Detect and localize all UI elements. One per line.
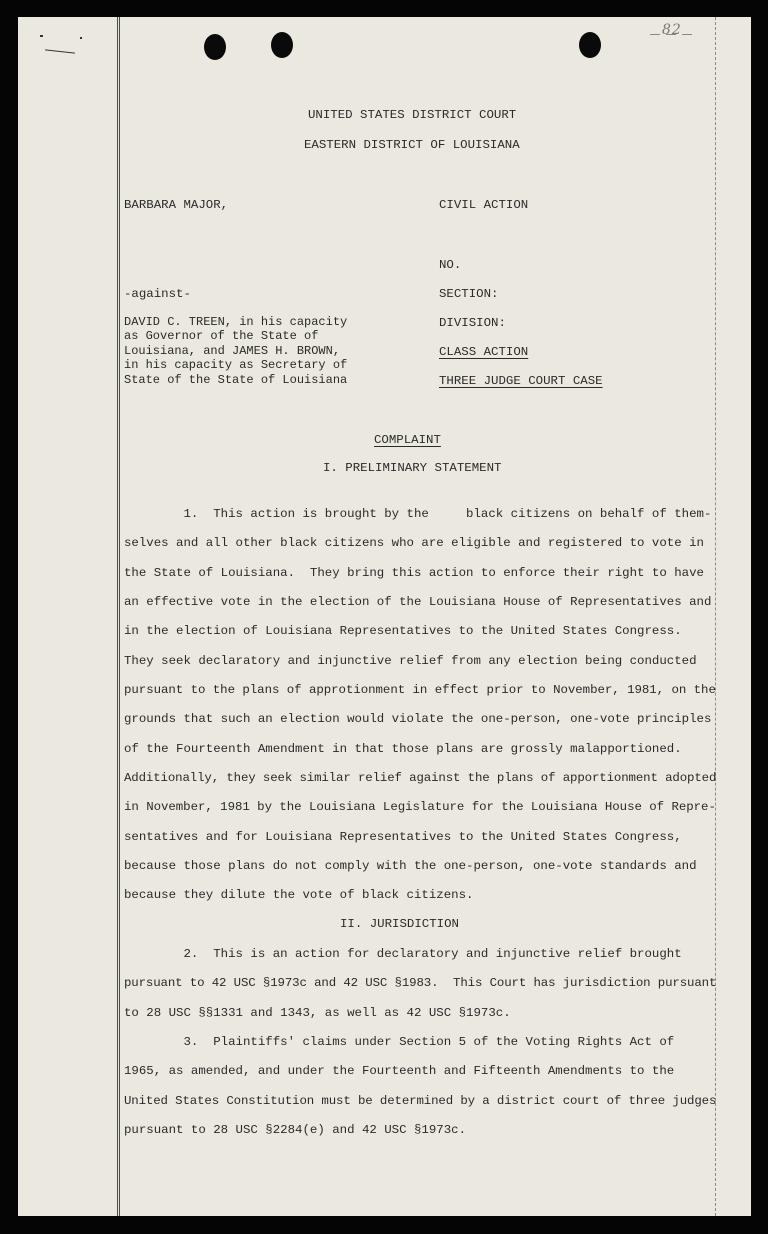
body-line: in the election of Louisiana Representatives to the United States Congress. [124,624,682,638]
scan-mark [80,37,82,39]
division-label: DIVISION: [439,316,506,330]
body-line: of the Fourteenth Amendment in that those plans are grossly malapportioned. [124,742,682,756]
body-line: because they dilute the vote of black citizens. [124,888,474,902]
body-line: pursuant to 28 USC §2284(e) and 42 USC §1973c. [124,1123,467,1137]
section-heading: I. PRELIMINARY STATEMENT [323,461,502,475]
body-line: because those plans do not comply with the one-person, one-vote standards and [124,859,697,873]
body-line: 1965, as amended, and under the Fourteenth and Fifteenth Amendments to the [124,1064,675,1078]
left-margin-rule [117,17,120,1216]
body-line: pursuant to 42 USC §1973c and 42 USC §1983. This Court has jurisdiction pursuant [124,976,717,990]
punch-hole-icon [579,32,601,58]
document-title: COMPLAINT [374,433,441,447]
body-line: 2. This is an action for declaratory and injunctive relief brought [124,947,682,961]
body-line: selves and all other black citizens who are eligible and registered to vote in [124,536,704,550]
body-line: grounds that such an election would violate the one-person, one-vote principles [124,712,712,726]
class-action-label: CLASS ACTION [439,345,529,359]
section-label: SECTION: [439,287,499,301]
body-line: pursuant to the plans of approtionment in effect prior to November, 1981, on the [124,683,716,697]
body-line: the State of Louisiana. They bring this action to enforce their right to have [124,566,704,580]
district-name: EASTERN DISTRICT OF LOUISIANA [304,138,520,152]
pen-mark [650,34,660,35]
right-margin-rule [715,17,716,1216]
punch-hole-icon [271,32,293,58]
punch-hole-icon [204,34,226,60]
versus-label: -against- [124,287,191,301]
defendant-line: DAVID C. TREEN, in his capacity [124,315,348,329]
body-line: 1. This action is brought by the black citizens on behalf of them- [124,507,712,521]
court-name: UNITED STATES DISTRICT COURT [308,108,517,122]
pen-mark [45,49,75,53]
plaintiff-name: BARBARA MAJOR, [124,198,229,212]
case-number-label: NO. [439,258,462,272]
body-line: in November, 1981 by the Louisiana Legislature for the Louisiana House of Repre- [124,800,716,814]
defendant-line: Louisiana, and JAMES H. BROWN, [124,344,341,358]
body-line: an effective vote in the election of the Louisiana House of Representatives and [124,595,712,609]
section-heading: II. JURISDICTION [340,917,459,931]
body-line: to 28 USC §§1331 and 1343, as well as 42 USC §1973c. [124,1006,511,1020]
defendant-line: State of the State of Louisiana [124,373,348,387]
scan-mark [40,35,43,37]
defendant-line: as Governor of the State of [124,329,319,343]
body-line: Additionally, they seek similar relief against the plans of apportionment adopted [124,771,717,785]
handwritten-page-number: 82 [662,22,682,38]
body-line: United States Constitution must be determined by a district court of three judges [124,1094,717,1108]
document-page [18,17,751,1216]
civil-action-label: CIVIL ACTION [439,198,529,212]
body-line: 3. Plaintiffs' claims under Section 5 of the Voting Rights Act of [124,1035,675,1049]
pen-mark [682,34,692,35]
body-line: sentatives and for Louisiana Representatives to the United States Congress, [124,830,682,844]
body-line: They seek declaratory and injunctive relief from any election being conducted [124,654,697,668]
three-judge-label: THREE JUDGE COURT CASE [439,374,603,388]
defendant-line: in his capacity as Secretary of [124,358,348,372]
